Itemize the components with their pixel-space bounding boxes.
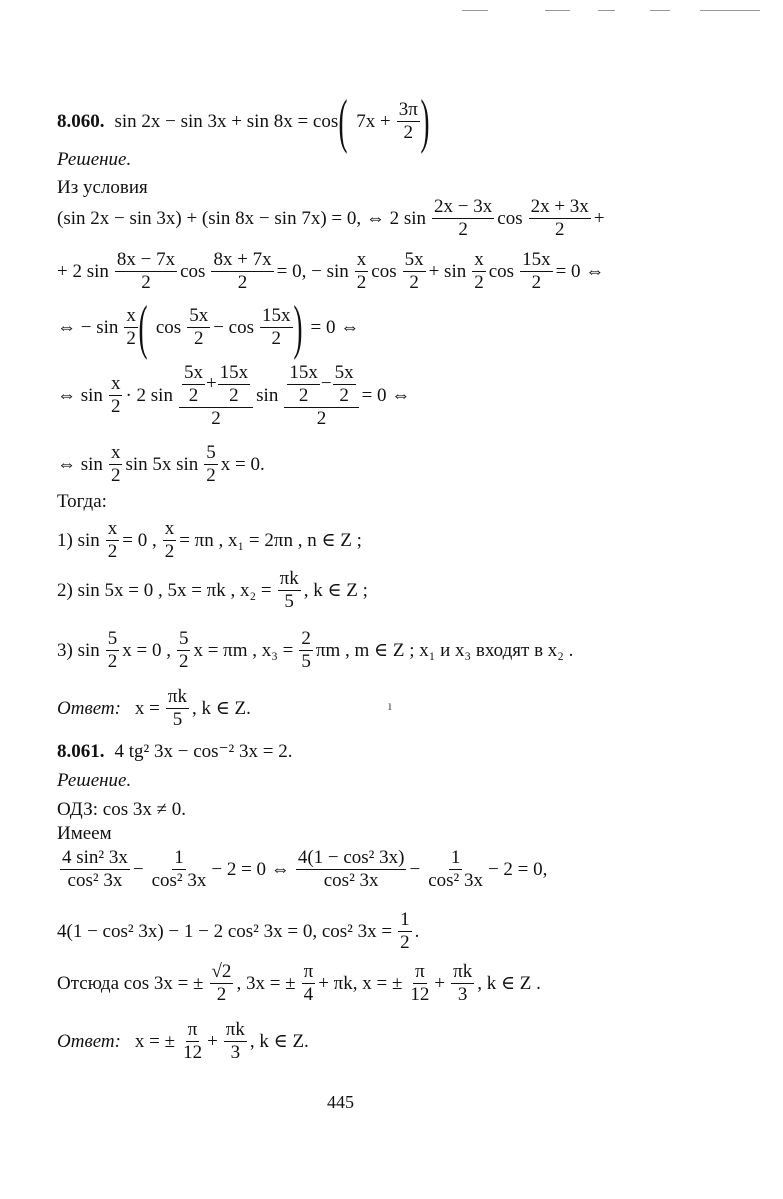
then-label: Тогда: xyxy=(57,491,107,512)
solution-label: Решение. xyxy=(57,149,132,170)
derivation-line-2: + 2 sin $\frac{8x - 7x}{2}$ cos $\frac{8x + 7x}{2}$ = 0, − sin $\frac{x}{2}$ cos $\frac{5x}{2}$ + sin $\frac{x}{2}$ cos $\frac{15x}{2}$ = 0 ⇔ xyxy=(57,249,605,293)
from-condition-text: Из условия xyxy=(57,177,148,198)
answer-8061: Ответ: x = ± $\frac{\pi}{12}$ + $\frac{\pi k}{3}$ , k ∈ Z. xyxy=(57,1019,309,1063)
page-number: 445 xyxy=(327,1092,354,1112)
solution-label: Решение. xyxy=(57,770,132,791)
answer-label: Ответ: xyxy=(57,697,121,719)
problem-8061-statement: 8.061. 4 tg² 3x − cos⁻² 3x = 2. xyxy=(57,741,293,762)
answer-8060: Ответ: x = $\frac{\pi k}{5}$ , k ∈ Z. xyxy=(57,686,251,730)
case-1: 1) sin $\frac{x}{2}$ = 0 , $\frac{x}{2}$ = πn , x₁ = 2πn , n ∈ Z ; xyxy=(57,518,362,562)
derivation-8061-line-1: $\frac{\text{4 sin² 3x}}{\text{cos² 3x}}$ − $\frac{1}{\text{cos² 3x}}$ − 2 = 0 ⇔ $\frac{\text{4(1 − cos² 3x)}}{\text{cos² 3x}}$ − $\frac{1}{\text{cos² 3x}}$ − 2 = 0, xyxy=(62,847,548,891)
derivation-line-1: (sin 2x − sin 3x) + (sin 8x − sin 7x) = 0, ⇔ 2 sin $\frac{2x - 3x}{2}$ cos $\frac{2x + 3x}{2}$ + xyxy=(57,196,605,240)
scan-mark xyxy=(462,10,488,11)
problem-8060-statement: 8.060. sin 2x − sin 3x + sin 8x = cos ( 7x + $\frac{3\pi}{2}$ ) xyxy=(57,88,430,155)
case-3: 3) sin $\frac{5}{2}$ x = 0 , $\frac{5}{2}$ x = πm , x₃ = $\frac{2}{5}$ πm , m ∈ Z ; x₁ и x₃ входят в x₂ . xyxy=(57,628,574,672)
problem-number: 8.061. xyxy=(57,741,105,762)
case-2: 2) sin 5x = 0 , 5x = πk , x₂ = $\frac{\pi k}{5}$ , k ∈ Z ; xyxy=(57,568,368,612)
derivation-line-3: ⇔ − sin $\frac{x}{2}$ ( cos $\frac{5x}{2}$ − cos $\frac{15x}{2}$ ) = 0 ⇔ xyxy=(57,294,360,361)
scan-mark xyxy=(545,10,570,11)
scan-mark: ı xyxy=(388,699,392,714)
scan-mark xyxy=(598,10,615,11)
derivation-8061-line-2: 4(1 − cos² 3x) − 1 − 2 cos² 3x = 0, cos² 3x = $\frac{1}{2}$ . xyxy=(57,909,420,953)
derivation-line-5: ⇔ sin $\frac{x}{2}$ sin 5x sin $\frac{5}{2}$ x = 0. xyxy=(57,442,265,486)
have-text: Имеем xyxy=(57,823,112,844)
scan-mark xyxy=(700,10,760,11)
fraction: $\frac{3\pi}{2}$ xyxy=(398,99,418,143)
scan-mark xyxy=(650,10,670,11)
problem-number: 8.060. xyxy=(57,110,105,132)
answer-label: Ответ: xyxy=(57,1030,121,1052)
derivation-8061-line-3: Отсюда cos 3x = ± $\frac{√2}{2}$ , 3x = ± $\frac{\pi}{4}$ + πk, x = ± $\frac{\pi}{12}$ + $\frac{\pi k}{3}$ , k ∈ Z . xyxy=(57,961,541,1005)
odz-text: ОДЗ: cos 3x ≠ 0. xyxy=(57,799,187,820)
derivation-line-4: ⇔ sin $\frac{x}{2}$ · 2 sin $\frac{5x}{2}$ + $\frac{15x}{2}$ 2 sin $\frac{15x}{2}$ − $\frac{5x}{2}$ 2 = 0 ⇔ xyxy=(57,362,411,429)
